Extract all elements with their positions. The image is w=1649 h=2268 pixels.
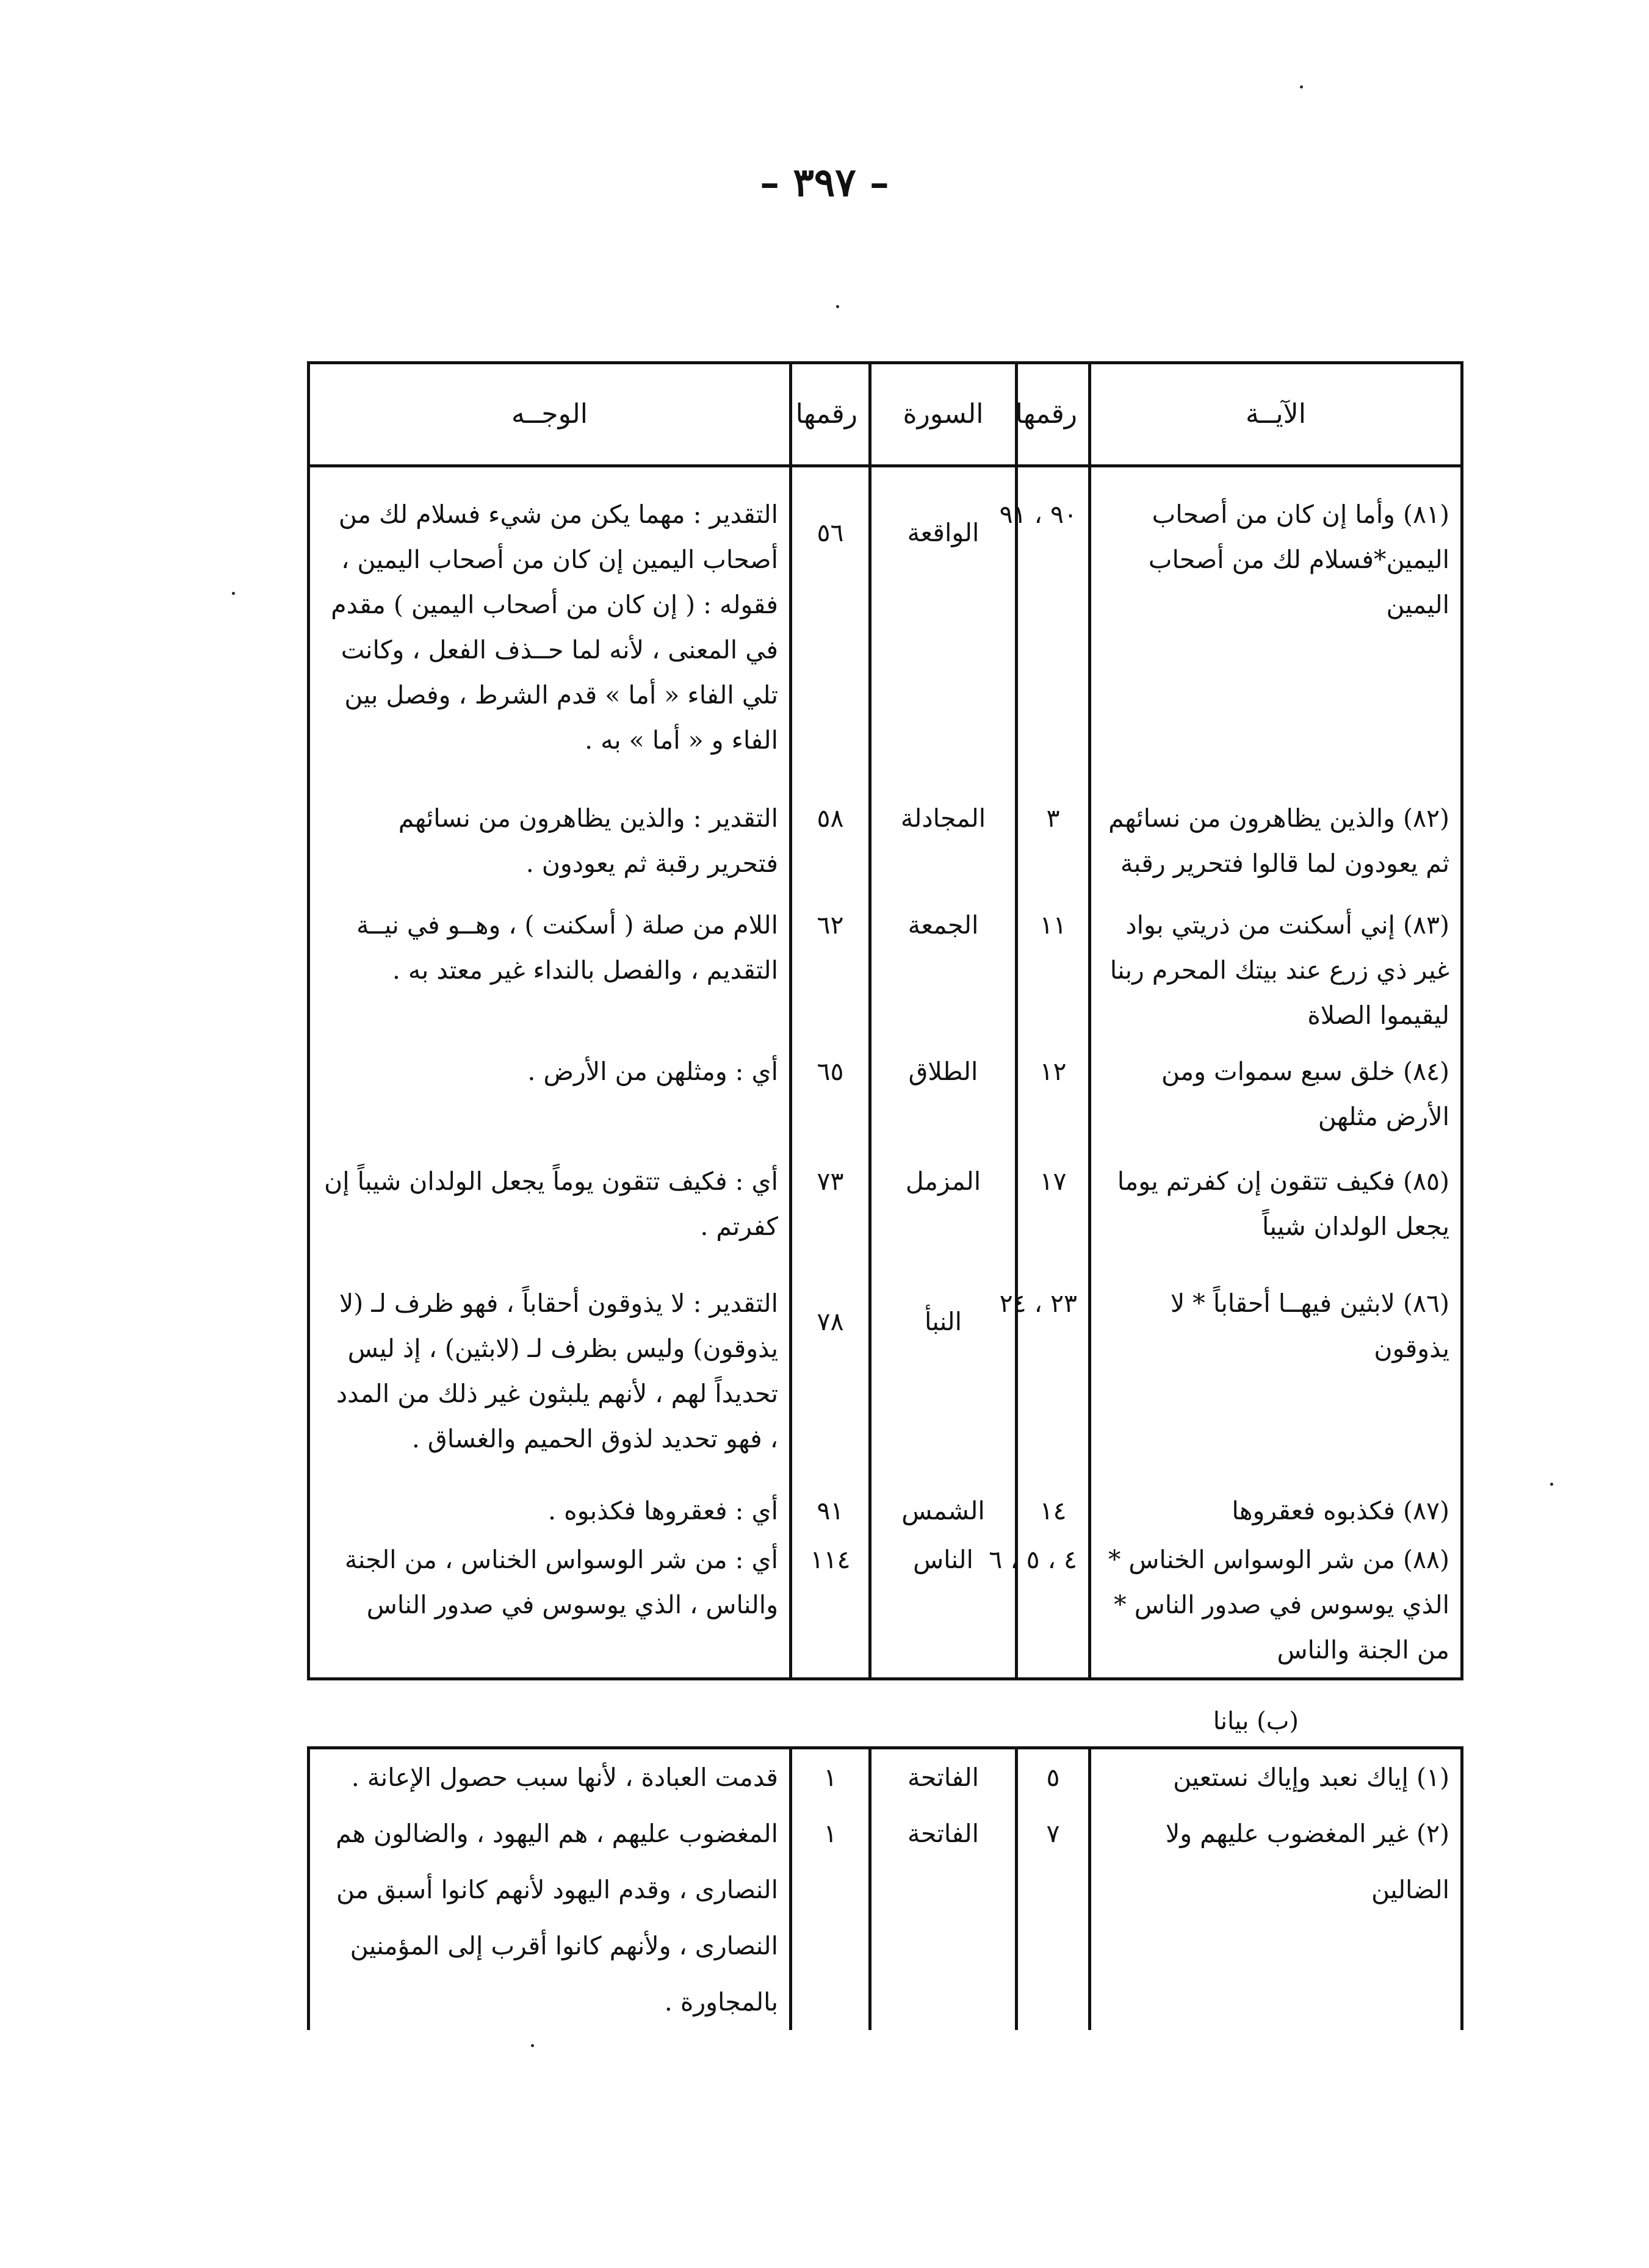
section-b [310, 1696, 1463, 2030]
sura-number-cell: ٥٦ [791, 466, 870, 796]
table-row [309, 902, 1462, 1049]
aya-number-cell: ٥ [1017, 1748, 1090, 1806]
section-b-label: (ب) بيانا [1213, 1707, 1299, 1735]
scan-speck [232, 592, 235, 595]
sura-number-cell: ٧٨ [791, 1281, 870, 1488]
aya-number-cell: ٣ [1017, 796, 1090, 902]
aya-number-cell: ١١ [1017, 902, 1090, 1049]
sura-cell: المجادلة [870, 796, 1017, 902]
table-bottom-rule [309, 1672, 1462, 1679]
sura-number-cell: ٥٨ [791, 796, 870, 902]
aya-cell: (١) إياك نعبد وإياك نستعين [1090, 1748, 1462, 1806]
table-row [309, 1049, 1462, 1159]
wajh-cell: المغضوب عليهم ، هم اليهود ، والضالون هم النصارى ، وقدم اليهود لأنهم كانوا أسبق من النصارى ، ولأنهم كانوا أقرب إلى المؤمنين بالمجاورة . [309, 1805, 791, 2030]
table-row [309, 1537, 1462, 1672]
wajh-cell: اللام من صلة ( أسكنت ) ، وهــو في نيــة التقديم ، والفصل بالنداء غير معتد به . [309, 902, 791, 1049]
aya-number-cell: ١٤ [1017, 1488, 1090, 1537]
sura-number-cell: ٧٣ [791, 1159, 870, 1281]
header-sura-number: رقمها [791, 363, 870, 466]
aya-cell: (٨٦) لابثين فيهــا أحقاباً * لا يذوقون [1090, 1281, 1462, 1488]
aya-cell: (٨٤) خلق سبع سموات ومن الأرض مثلهن [1090, 1049, 1462, 1159]
table-row [309, 1805, 1462, 2030]
sura-number-cell: ١ [791, 1748, 870, 1806]
aya-number-cell: ٤ ، ٥ ، ٦ [1017, 1537, 1090, 1672]
aya-cell: (٨٧) فكذبوه فعقروها [1090, 1488, 1462, 1537]
wajh-cell: أي : فكيف تتقون يوماً يجعل الولدان شيباً إن كفرتم . [309, 1159, 791, 1281]
header-wajh: الوجــه [309, 363, 791, 466]
aya-number-cell: ١٧ [1017, 1159, 1090, 1281]
aya-cell: (٨٨) من شر الوسواس الخناس * الذي يوسوس في صدور الناس * من الجنة والناس [1090, 1537, 1462, 1672]
sura-cell: المزمل [870, 1159, 1017, 1281]
header-sura: السورة [870, 363, 1017, 466]
wajh-cell: أي : ومثلهن من الأرض . [309, 1049, 791, 1159]
scan-speck [1550, 1483, 1553, 1486]
aya-cell: (٨٣) إني أسكنت من ذريتي بواد غير ذي زرع عند بيتك المحرم ربنا ليقيموا الصلاة [1090, 902, 1462, 1049]
sura-cell: الطلاق [870, 1049, 1017, 1159]
table-row [309, 1488, 1462, 1537]
aya-number-cell: ٧ [1017, 1805, 1090, 2030]
table-row [309, 1281, 1462, 1488]
wajh-cell: قدمت العبادة ، لأنها سبب حصول الإعانة . [309, 1748, 791, 1806]
scan-speck [1300, 85, 1303, 88]
wajh-cell: التقدير : لا يذوقون أحقاباً ، فهو ظرف لـ (لا يذوقون) وليس بظرف لـ (لابثين) ، إذ ليس تحديداً لهم ، لأنهم يلبثون غير ذلك من المدد ، فهو تحديد لذوق الحميم والغساق . [309, 1281, 791, 1488]
aya-number-cell: ٢٣ ، ٢٤ [1017, 1281, 1090, 1488]
header-aya-number: رقمها [1017, 363, 1090, 466]
table-row [309, 466, 1462, 796]
sura-cell: الفاتحة [870, 1805, 1017, 2030]
table-row [309, 1159, 1462, 1281]
scan-speck [531, 2044, 534, 2047]
sura-cell: النبأ [870, 1281, 1017, 1488]
wajh-cell: التقدير : مهما يكن من شيء فسلام لك من أصحاب اليمين إن كان من أصحاب اليمين ، فقوله : ( إن كان من أصحاب اليمين ) مقدم في المعنى ، لأنه لما حــذف الفعل ، وكانت تلي الفاء « أما » قدم الشرط ، وفصل بين الفاء و « أما » به . [309, 466, 791, 796]
sura-cell: الشمس [870, 1488, 1017, 1537]
sura-cell: الفاتحة [870, 1748, 1017, 1806]
scan-speck [836, 305, 839, 308]
header-aya: الآيــة [1090, 363, 1462, 466]
aya-number-cell: ١٢ [1017, 1049, 1090, 1159]
sura-cell: الواقعة [870, 466, 1017, 796]
aya-cell: (٨١) وأما إن كان من أصحاب اليمين*فسلام لك من أصحاب اليمين [1090, 466, 1462, 796]
sura-cell: الناس [870, 1537, 1017, 1672]
aya-cell: (٨٥) فكيف تتقون إن كفرتم يوما يجعل الولدان شيباً [1090, 1159, 1462, 1281]
aya-cell: (٨٢) والذين يظاهرون من نسائهم ثم يعودون لما قالوا فتحرير رقبة [1090, 796, 1462, 902]
table-header [309, 363, 1462, 466]
page-number: – ٣٩٧ – [760, 160, 889, 206]
wajh-cell: أي : من شر الوسواس الخناس ، من الجنة والناس ، الذي يوسوس في صدور الناس [309, 1537, 791, 1672]
wajh-cell: التقدير : والذين يظاهرون من نسائهم فتحرير رقبة ثم يعودون . [309, 796, 791, 902]
table-row [309, 1748, 1462, 1806]
sura-number-cell: ١١٤ [791, 1537, 870, 1672]
wajh-cell: أي : فعقروها فكذبوه . [309, 1488, 791, 1537]
sura-number-cell: ٩١ [791, 1488, 870, 1537]
table-row [309, 796, 1462, 902]
sura-number-cell: ١ [791, 1805, 870, 2030]
sura-number-cell: ٦٥ [791, 1049, 870, 1159]
sura-cell: الجمعة [870, 902, 1017, 1049]
aya-number-cell: ٩٠ ، ٩١ [1017, 466, 1090, 796]
sura-number-cell: ٦٢ [791, 902, 870, 1049]
aya-cell: (٢) غير المغضوب عليهم ولا الضالين [1090, 1805, 1462, 2030]
